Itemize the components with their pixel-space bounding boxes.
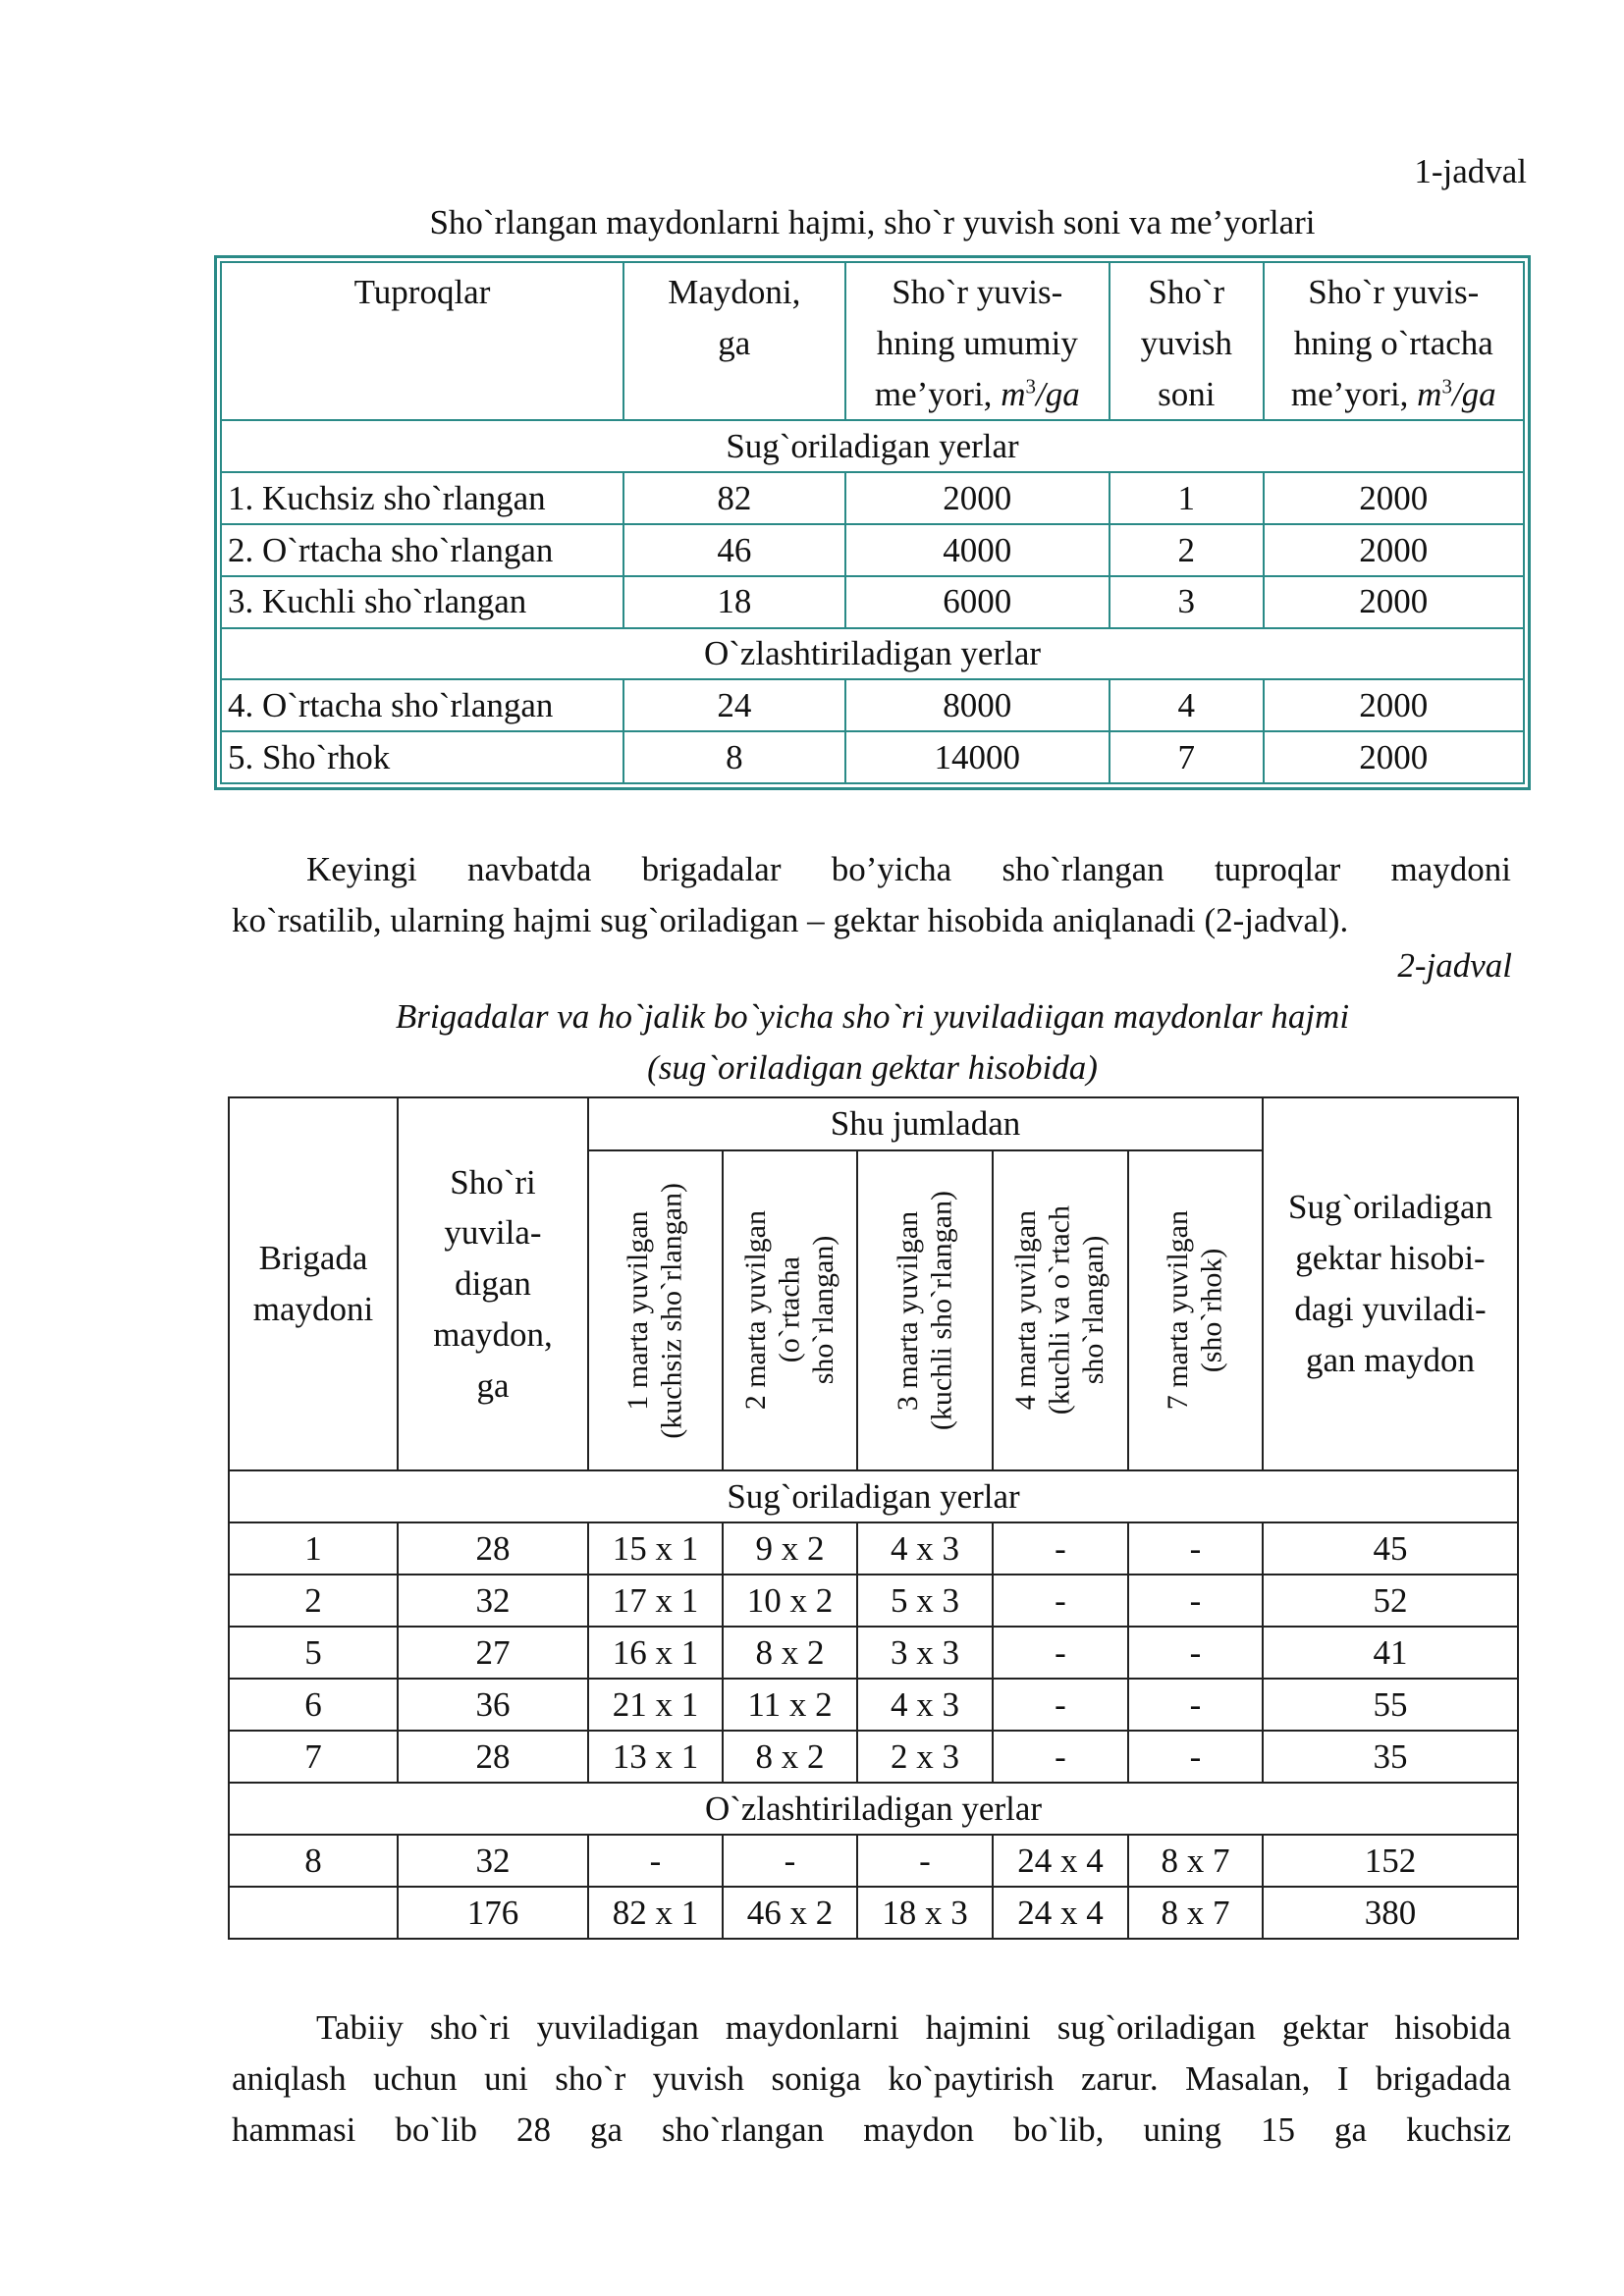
table1-row <box>221 576 1524 628</box>
paragraph-2-line: aniqlash uchun uni sho`r yuvish soniga ko`paytirish zarur. Masalan, I brigadada <box>232 2059 1511 2098</box>
table2-cell-wash3: 5 x 3 <box>857 1575 993 1627</box>
table-row <box>229 1679 1518 1731</box>
table1-cell-count: 7 <box>1110 731 1264 783</box>
table-row <box>229 1522 1518 1575</box>
table2-cell-wash1: - <box>588 1835 723 1887</box>
table1-row <box>221 472 1524 524</box>
table2-cell-brigade: 8 <box>229 1835 398 1887</box>
table1-header-count: Sho`r yuvish soni <box>1110 262 1264 420</box>
paragraph-2-line: hammasi bo`lib 28 ga sho`rlangan maydon bo`lib, uning 15 ga kuchsiz <box>232 2110 1511 2149</box>
table1-cell-count: 4 <box>1110 679 1264 731</box>
table2-header-wash7 <box>1128 1150 1263 1470</box>
table2-cell-result: 41 <box>1263 1627 1518 1679</box>
table1-section-irrigated: Sug`oriladigan yerlar <box>221 420 1524 472</box>
table2-cell-wash4: - <box>993 1731 1128 1783</box>
table2-cell-area: 176 <box>398 1887 588 1939</box>
table1-cell-avg: 2000 <box>1264 576 1524 628</box>
table2-cell-wash4: 24 x 4 <box>993 1835 1128 1887</box>
table2-header-wash2 <box>723 1150 857 1470</box>
table2-header-area: Sho`ri yuvila- digan maydon, ga <box>398 1097 588 1470</box>
table1-header-row <box>221 262 1524 420</box>
table1-header-avg: Sho`r yuvis- hning o`rtacha me’yori, $m^3/ga$ <box>1264 262 1524 420</box>
table2-cell-wash7: - <box>1128 1679 1263 1731</box>
table1-cell-total: 8000 <box>845 679 1110 731</box>
table2-cell-result: 45 <box>1263 1522 1518 1575</box>
table2-header-wash1-text: 1 marta yuvilgan (kuchsiz sho`rlangan) <box>622 1182 688 1439</box>
table2-cell-area: 28 <box>398 1522 588 1575</box>
table1-row <box>221 524 1524 576</box>
table2-cell-brigade: 5 <box>229 1627 398 1679</box>
table-row <box>229 1887 1518 1939</box>
table2-cell-result: 380 <box>1263 1887 1518 1939</box>
table-row <box>229 1627 1518 1679</box>
table2-cell-wash2: 8 x 2 <box>723 1627 857 1679</box>
table2-header-wash2-text: 2 marta yuvilgan (o`rtacha sho`rlangan) <box>738 1210 839 1411</box>
table-row <box>229 1731 1518 1783</box>
table2-section-row <box>229 1783 1518 1835</box>
table2-header-wash3 <box>857 1150 993 1470</box>
table1-cell-area: 46 <box>623 524 845 576</box>
table2-cell-wash4: - <box>993 1679 1128 1731</box>
table1-cell-total: 14000 <box>845 731 1110 783</box>
table2-cell-wash1: 17 x 1 <box>588 1575 723 1627</box>
table2-cell-wash4: - <box>993 1575 1128 1627</box>
table2-cell-wash2: 9 x 2 <box>723 1522 857 1575</box>
paragraph-1 <box>232 844 1511 946</box>
table2-cell-wash2: 8 x 2 <box>723 1731 857 1783</box>
table2-section-irrigated: Sug`oriladigan yerlar <box>229 1470 1518 1522</box>
table2-header-group: Shu jumladan <box>588 1097 1263 1150</box>
table1-section-reclaimed: O`zlashtiriladigan yerlar <box>221 628 1524 680</box>
table2-cell-wash3: 2 x 3 <box>857 1731 993 1783</box>
table2-cell-area: 32 <box>398 1575 588 1627</box>
table2-cell-brigade: 7 <box>229 1731 398 1783</box>
table1-cell-avg: 2000 <box>1264 472 1524 524</box>
table2-header-wash7-text: 7 marta yuvilgan (sho`rhok) <box>1162 1210 1228 1411</box>
table1-cell-area: 82 <box>623 472 845 524</box>
table2-cell-wash4: - <box>993 1627 1128 1679</box>
table2-header-result: Sug`oriladigan gektar hisobi- dagi yuviladi- gan maydon <box>1263 1097 1518 1470</box>
table2-cell-wash2: 10 x 2 <box>723 1575 857 1627</box>
table1-header-area: Maydoni, ga <box>623 262 845 420</box>
table2-header-row <box>229 1097 1518 1150</box>
table2-section-reclaimed: O`zlashtiriladigan yerlar <box>229 1783 1518 1835</box>
table2-cell-wash7: - <box>1128 1575 1263 1627</box>
table2-caption-line2: (sug`oriladigan gektar hisobida) <box>647 1048 1098 1087</box>
table2-cell-brigade: 6 <box>229 1679 398 1731</box>
table2-cell-brigade: 1 <box>229 1522 398 1575</box>
table1-row <box>221 731 1524 783</box>
table2-cell-wash4: 24 x 4 <box>993 1887 1128 1939</box>
table2-header-wash3-text: 3 marta yuvilgan (kuchli sho`rlangan) <box>891 1190 957 1431</box>
table2 <box>228 1096 1519 1940</box>
table1-label: 1-jadval <box>1414 152 1527 190</box>
table-row <box>229 1575 1518 1627</box>
table2-cell-area: 32 <box>398 1835 588 1887</box>
table2-cell-wash1: 16 x 1 <box>588 1627 723 1679</box>
table1-cell-avg: 2000 <box>1264 524 1524 576</box>
table1-cell-soil: 4. O`rtacha sho`rlangan <box>221 679 623 731</box>
table2-cell-area: 36 <box>398 1679 588 1731</box>
table2-cell-wash2: 46 x 2 <box>723 1887 857 1939</box>
table2-cell-result: 152 <box>1263 1835 1518 1887</box>
table1-cell-area: 24 <box>623 679 845 731</box>
table2-cell-wash3: 18 x 3 <box>857 1887 993 1939</box>
table1-row <box>221 679 1524 731</box>
table1-header-soil: Tuproqlar <box>221 262 623 420</box>
table2-cell-result: 52 <box>1263 1575 1518 1627</box>
table2-cell-wash2: 11 x 2 <box>723 1679 857 1731</box>
table2-cell-wash7: - <box>1128 1731 1263 1783</box>
table1-cell-total: 6000 <box>845 576 1110 628</box>
table2-header-brigade: Brigada maydoni <box>229 1097 398 1470</box>
table1-section-row <box>221 420 1524 472</box>
paragraph-1-line: Keyingi navbatda brigadalar bo’yicha sho`rlangan tuproqlar maydoni <box>306 850 1511 888</box>
table2-cell-wash4: - <box>993 1522 1128 1575</box>
table2-cell-wash1: 13 x 1 <box>588 1731 723 1783</box>
table2-cell-wash7: 8 x 7 <box>1128 1835 1263 1887</box>
table2-caption-line1: Brigadalar va ho`jalik bo`yicha sho`ri yuviladiigan maydonlar hajmi <box>395 997 1350 1036</box>
table1-cell-soil: 3. Kuchli sho`rlangan <box>221 576 623 628</box>
table-row <box>229 1835 1518 1887</box>
table2-cell-wash1: 15 x 1 <box>588 1522 723 1575</box>
table2-cell-wash2: - <box>723 1835 857 1887</box>
table2-cell-result: 35 <box>1263 1731 1518 1783</box>
table2-cell-area: 27 <box>398 1627 588 1679</box>
table2-cell-wash7: - <box>1128 1522 1263 1575</box>
table1-cell-count: 3 <box>1110 576 1264 628</box>
table2-cell-wash1: 21 x 1 <box>588 1679 723 1731</box>
table1-cell-area: 8 <box>623 731 845 783</box>
table2-cell-wash3: 4 x 3 <box>857 1522 993 1575</box>
table1-cell-count: 1 <box>1110 472 1264 524</box>
table1-cell-total: 2000 <box>845 472 1110 524</box>
table1-header-total: Sho`r yuvis- hning umumiy me’yori, $m^3/ga$ <box>845 262 1110 420</box>
table2-cell-brigade <box>229 1887 398 1939</box>
table2-cell-wash7: - <box>1128 1627 1263 1679</box>
paragraph-1-line: ko`rsatilib, ularning hajmi sug`oriladigan – gektar hisobida aniqlanadi (2-jadval). <box>232 901 1349 939</box>
table2-cell-wash3: - <box>857 1835 993 1887</box>
table1-cell-total: 4000 <box>845 524 1110 576</box>
table2-header-wash1 <box>588 1150 723 1470</box>
table1-cell-count: 2 <box>1110 524 1264 576</box>
paragraph-2-line: Tabiiy sho`ri yuviladigan maydonlarni hajmini sug`oriladigan gektar hisobida <box>316 2008 1511 2047</box>
table1-cell-avg: 2000 <box>1264 731 1524 783</box>
table1-section-row <box>221 628 1524 680</box>
table1-cell-soil: 1. Kuchsiz sho`rlangan <box>221 472 623 524</box>
table2-cell-wash3: 3 x 3 <box>857 1627 993 1679</box>
table1-cell-soil: 2. O`rtacha sho`rlangan <box>221 524 623 576</box>
table2-header-wash4 <box>993 1150 1128 1470</box>
table2-label: 2-jadval <box>1397 946 1512 985</box>
table2-cell-result: 55 <box>1263 1679 1518 1731</box>
table2-cell-brigade: 2 <box>229 1575 398 1627</box>
table1 <box>214 255 1531 790</box>
table1-cell-soil: 5. Sho`rhok <box>221 731 623 783</box>
table2-cell-area: 28 <box>398 1731 588 1783</box>
table1-caption: Sho`rlangan maydonlarni hajmi, sho`r yuvish soni va me’yorlari <box>429 203 1316 241</box>
table2-header-wash4-text: 4 marta yuvilgan (kuchli va o`rtach sho`rlangan) <box>1009 1205 1110 1415</box>
table2-cell-wash3: 4 x 3 <box>857 1679 993 1731</box>
table2-cell-wash1: 82 x 1 <box>588 1887 723 1939</box>
paragraph-2 <box>232 2002 1511 2156</box>
table1-cell-area: 18 <box>623 576 845 628</box>
table1-cell-avg: 2000 <box>1264 679 1524 731</box>
table2-section-row <box>229 1470 1518 1522</box>
table2-cell-wash7: 8 x 7 <box>1128 1887 1263 1939</box>
